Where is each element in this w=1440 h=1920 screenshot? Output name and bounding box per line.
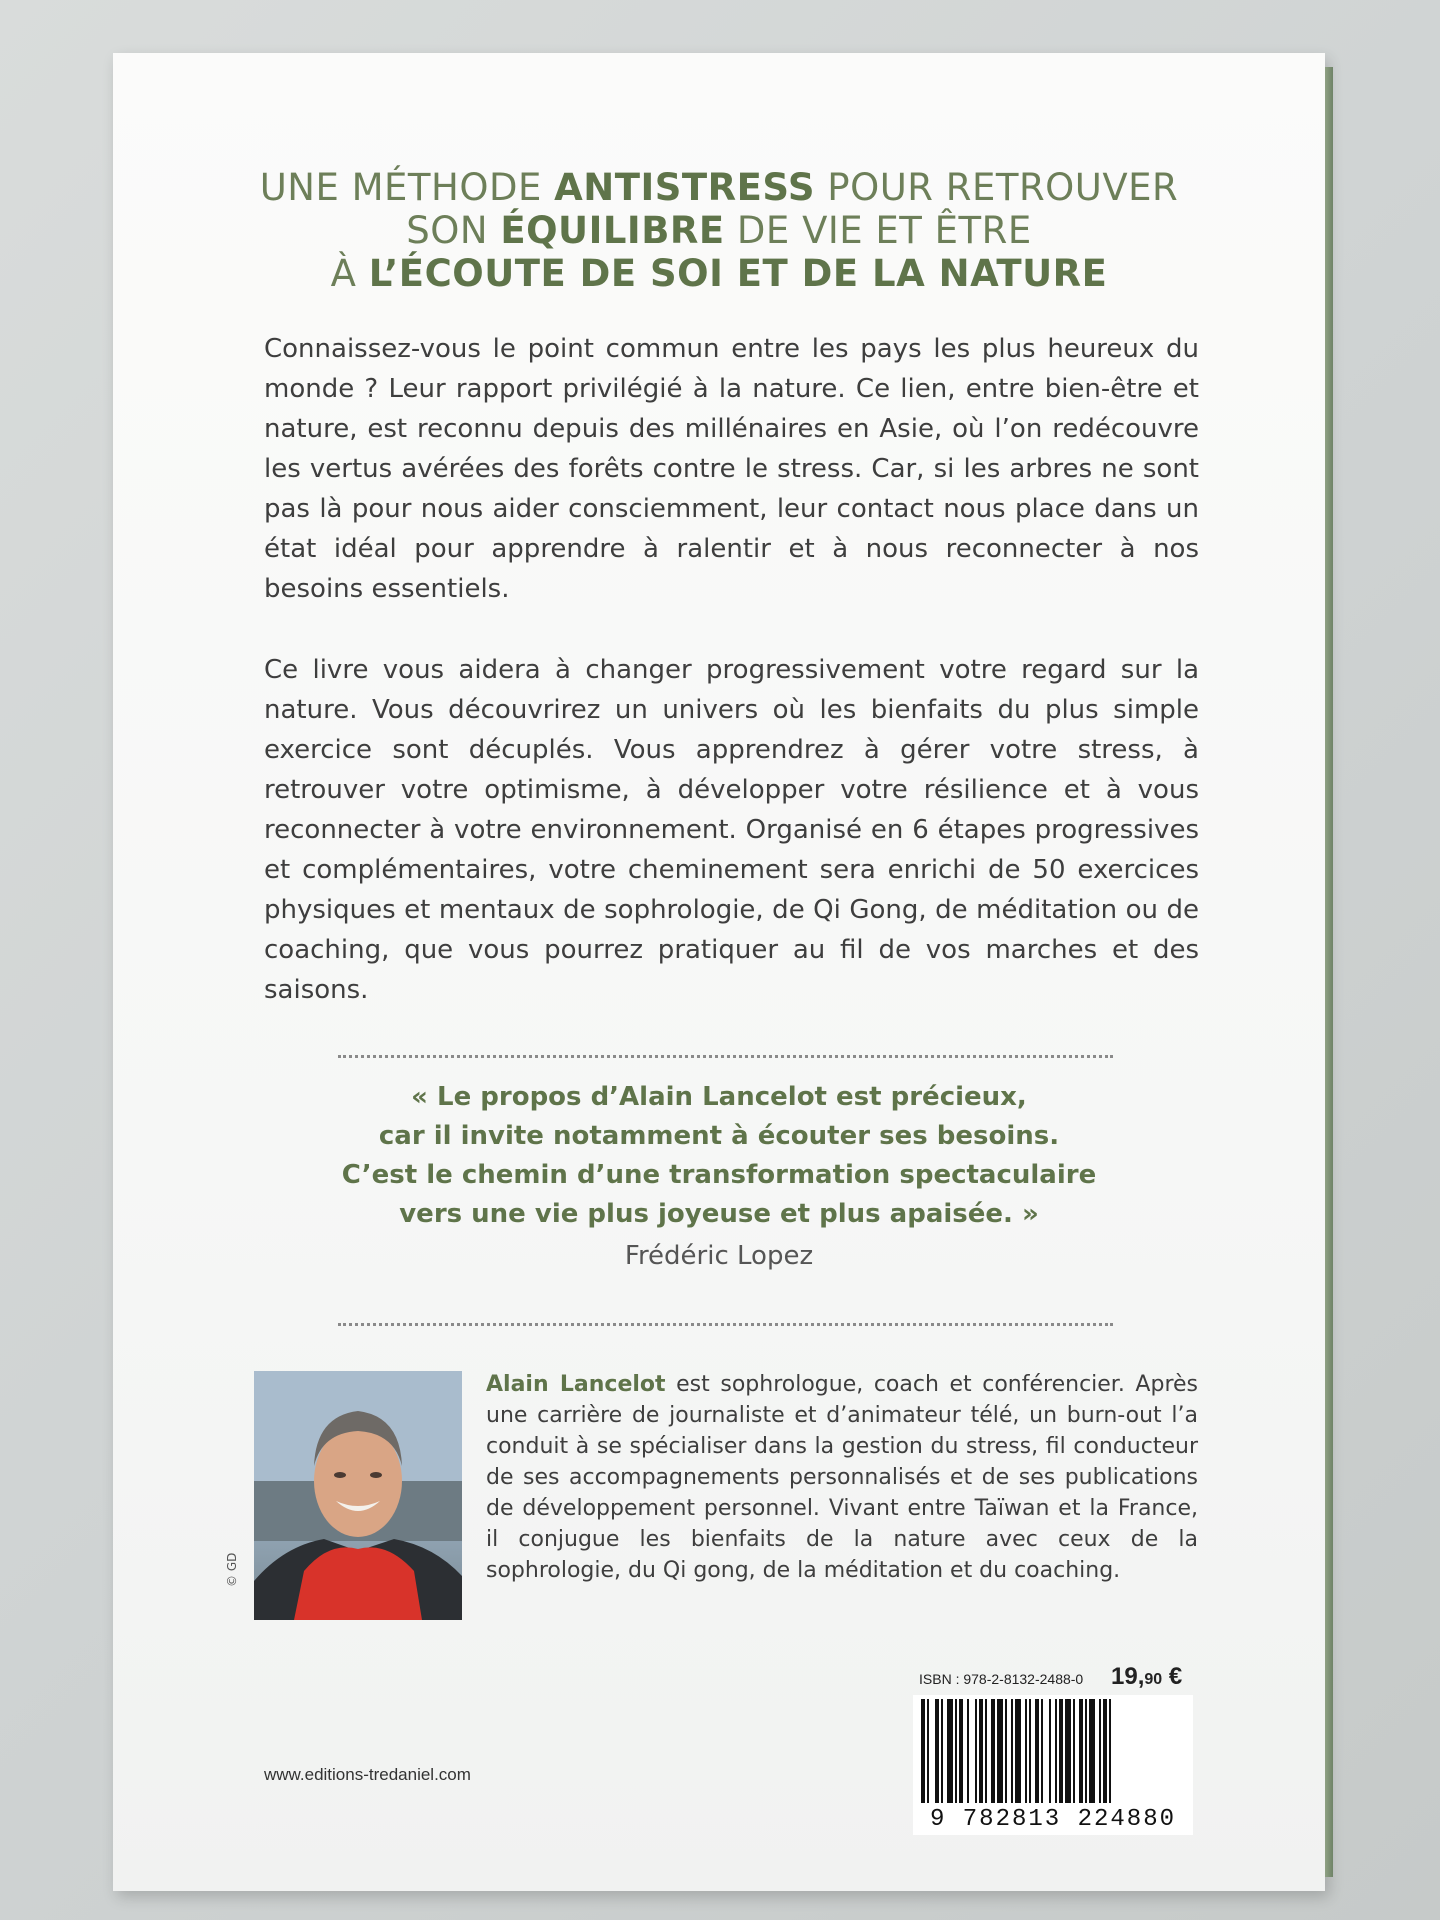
barcode-bar <box>1055 1699 1057 1803</box>
author-bio <box>486 1369 1198 1586</box>
headline-line-1: UNE MÉTHODE ANTISTRESS POUR RETROUVER <box>259 166 1179 209</box>
barcode-bar <box>967 1699 969 1803</box>
author-bio-text: est sophrologue, coach et conférencier. Après une carrière de journaliste et d’animateur télé, un burn-out l’a conduit à se spécialiser dans la gestion du stress, fil conducteur de ses accompagnements personnalisés et de ses publications de développement personnel. Vivant entre Taïwan et la France, il conjugue les bienfaits de la nature avec ceux de la sophrologie, du Qi gong, de la méditation et du coaching. <box>486 1372 1198 1583</box>
barcode-bar <box>1041 1699 1043 1803</box>
quote-line: « Le propos d’Alain Lancelot est précieux, <box>411 1082 1027 1112</box>
barcode-bar <box>1049 1699 1051 1803</box>
barcode-bar <box>1089 1699 1095 1803</box>
barcode-bar <box>1079 1699 1083 1803</box>
testimonial-quote <box>273 1078 1165 1234</box>
intro-paragraph: Connaissez-vous le point commun entre les pays les plus heureux du monde ? Leur rapport privilégié à la nature. Ce lien, entre bien-être et nature, est reconnu depuis des millénaires en Asie, où l’on redécouvre les vertus avérées des forêts contre le stress. Car, si les arbres ne sont pas là pour nous aider consciemment, leur contact nous place dans un état idéal pour apprendre à ralentir et à nous reconnecter à nos besoins essentiels. <box>264 334 1199 604</box>
barcode-bar <box>1029 1699 1031 1803</box>
headline-line-2: SON ÉQUILIBRE DE VIE ET ÊTRE <box>406 209 1032 252</box>
price-label: 19,90 € <box>1111 1663 1183 1690</box>
dotted-divider-bottom <box>338 1323 1113 1326</box>
author-photo <box>254 1371 462 1620</box>
barcode-bar <box>991 1699 995 1803</box>
quote-line: car il invite notamment à écouter ses besoins. <box>378 1121 1060 1151</box>
barcode-bar <box>947 1699 953 1803</box>
barcode-bar <box>1085 1699 1087 1803</box>
barcode-bar <box>1015 1699 1021 1803</box>
barcode-bar <box>985 1699 987 1803</box>
description-paragraph: Ce livre vous aidera à changer progressivement votre regard sur la nature. Vous découvrirez un univers où les bienfaits du plus simple exercice sont décuplés. Vous apprendrez à gérer votre stress, à retrouver votre optimisme, à développer votre résilience et à vous reconnecter à votre environnement. Organisé en 6 étapes progressives et complémentaires, votre cheminement sera enrichi de 50 exercices physiques et mentaux de sophrologie, de Qi Gong, de méditation ou de coaching, que vous pourrez pratiquer au fil de vos marches et des saisons. <box>264 655 1199 1005</box>
barcode-bar <box>935 1699 939 1803</box>
barcode-bar <box>941 1699 943 1803</box>
headline <box>113 166 1325 295</box>
barcode-bar <box>959 1699 963 1803</box>
book-back-cover <box>113 53 1325 1891</box>
barcode-bar <box>1011 1699 1013 1803</box>
barcode-bar <box>927 1699 929 1803</box>
quote-line: vers une vie plus joyeuse et plus apaisée. » <box>399 1199 1039 1229</box>
barcode-bar <box>1059 1699 1063 1803</box>
barcode-bar <box>1073 1699 1075 1803</box>
barcode-bar <box>1035 1699 1039 1803</box>
barcode-bar <box>975 1699 977 1803</box>
barcode-bar <box>1109 1699 1111 1803</box>
book-spine-edge <box>1325 67 1333 1877</box>
quote-author: Frédéric Lopez <box>624 1241 814 1271</box>
photo-credit: © GD <box>225 1552 239 1587</box>
barcode-bar <box>997 1699 1003 1803</box>
barcode-bar <box>1005 1699 1007 1803</box>
headline-line-3: À L’ÉCOUTE DE SOI ET DE LA NATURE <box>330 252 1108 295</box>
barcode <box>913 1695 1193 1835</box>
isbn-label: ISBN : 978-2-8132-2488-0 <box>919 1671 1084 1687</box>
barcode-bar <box>1103 1699 1107 1803</box>
barcode-bar <box>1025 1699 1027 1803</box>
author-name: Alain Lancelot <box>486 1372 666 1397</box>
barcode-bar <box>955 1699 957 1803</box>
barcode-bars-icon <box>913 1695 1193 1807</box>
barcode-bar <box>1099 1699 1101 1803</box>
barcode-bar <box>1065 1699 1071 1803</box>
dotted-divider-top <box>338 1055 1113 1058</box>
barcode-bar <box>921 1699 925 1803</box>
publisher-website: www.editions-tredaniel.com <box>264 1765 471 1784</box>
barcode-digits: 9 782813 224880 <box>913 1806 1193 1833</box>
author-portrait-icon <box>254 1371 462 1620</box>
barcode-bar <box>979 1699 983 1803</box>
quote-line: C’est le chemin d’une transformation spectaculaire <box>341 1160 1097 1190</box>
